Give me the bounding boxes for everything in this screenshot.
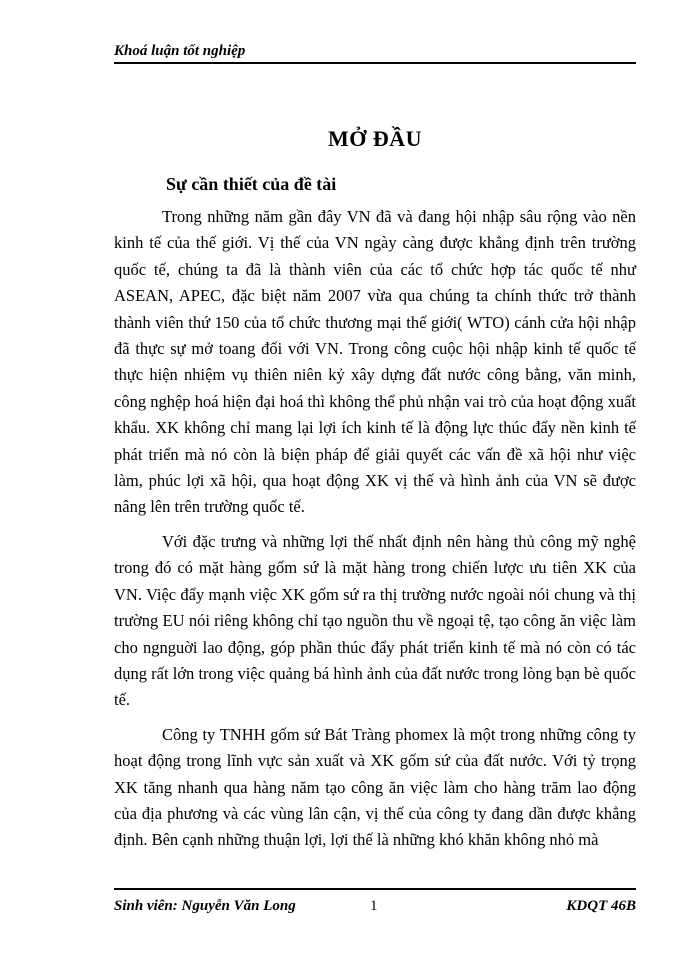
page-header [114,40,636,64]
section-heading: Sự cần thiết của đề tài [166,174,337,194]
paragraph-1: Trong những năm gần đây VN đã và đang hội nhập sâu rộng vào nền kinh tế của thế giới. Vị thế của VN ngày càng được khẳng định trên trường quốc tế, chúng ta đã là thành viên của các tổ chức hợp tác quốc tế như ASEAN, APEC, đặc biệt năm 2007 vừa qua chúng ta chính thức trở thành thành viên thứ 150 của tổ chức thương mại thế giới( WTO) cánh cửa hội nhập đã thực sự mở toang đối với VN. Trong công cuộc hội nhập kinh tế quốc tế thực hiện nhiệm vụ thiên niên kỷ xây dựng đất nước công bằng, văn minh, công nghệp hoá hiện đại hoá thì không thể phủ nhận vai trò của hoạt động xuất khẩu. XK không chỉ mang lại lợi ích kinh tế là động lực thúc đẩy nền kinh tế phát triển mà nó còn là biện pháp để giải quyết các vấn đề xã hội như việc làm, phúc lợi xã hội, qua hoạt động XK vị thế và hình ảnh của VN sẽ được nâng lên trên trường quốc tế. [114,207,636,517]
paragraph-3: Công ty TNHH gốm sứ Bát Tràng phomex là một trong những công ty hoạt động trong lĩnh vực sản xuất và XK gốm sứ của đất nước. Với tỷ trọng XK tăng nhanh qua hàng năm tạo công ăn việc làm cho hàng trăm lao động của địa phương và các vùng lân cận, vị thế của công ty đang dần được khẳng định. Bên cạnh những thuận lợi, lợi thế là những khó khăn không nhỏ mà [114,724,636,850]
paragraph-2: Với đặc trưng và những lợi thế nhất định nên hàng thủ công mỹ nghệ trong đó có mặt hàng gốm sứ là mặt hàng trong chiến lược ưu tiên XK của VN. Việc đẩy mạnh việc XK gốm sứ ra thị trường nước ngoài nói chung và thị trường EU nói riêng không chỉ tạo nguồn thu về ngoại tệ, tạo công ăn việc làm cho ngnguời lao động, góp phần thúc đẩy phát triển kinh tế mà nó còn có tác dụng rất lớn trong việc quảng bá hình ảnh của đất nước trong lòng bạn bè quốc tế. [114,531,636,710]
page-title: MỞ ĐẦU [327,126,423,151]
footer-student-name: Sinh viên: Nguyễn Văn Long [114,898,296,914]
footer-page-number: 1 [370,898,378,914]
footer-class-code: KDQT 46B [566,898,636,914]
body-text [114,204,636,854]
header-title: Khoá luận tốt nghiệp [114,43,246,59]
page-footer [114,888,636,918]
